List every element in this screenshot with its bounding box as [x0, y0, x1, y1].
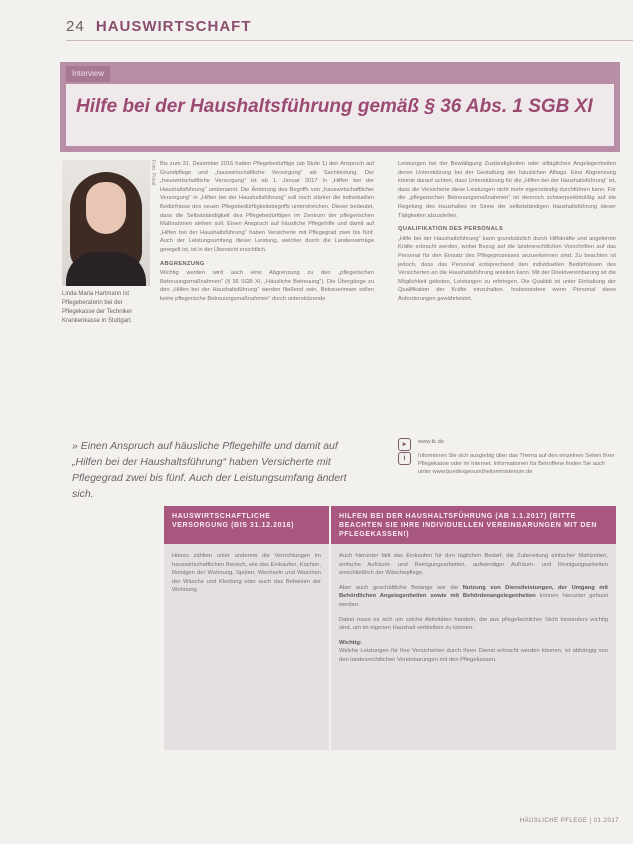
info-icon: i — [398, 452, 411, 465]
author-photo — [62, 160, 150, 286]
info-row-note — [398, 452, 616, 476]
table-cell-text: Auch hierunter fällt das Einkaufen für den täglichen Bedarf, die Zubereitung einfacher Mahlzeiten, einfache Aufräum- und Reinigungsarbeiten, aufwendiger Aufräum- und Reinigungsarbeiten einschließlich der Wäschepflege. — [339, 553, 608, 577]
table-header-right: HILFEN BEI DER HAUSHALTSFÜHRUNG (AB 1.1.2017) (BITTE BEACHTEN SIE IHRE INDIVIDUELLEN VEREINBARUNGEN MIT DEN PFLEGEKASSEN!) — [331, 506, 616, 544]
title-panel — [66, 84, 614, 146]
table-cell-left — [164, 548, 329, 605]
table-important-label — [339, 639, 608, 648]
category-tag: Interview — [66, 66, 110, 82]
running-header — [66, 18, 252, 35]
table-cell-text: Dabei muss es sich um solche Aktivitäten handeln, die aus pflegefachlicher Sicht besonders wichtig sind, um im eigenen Haushalt verbleiben zu können. — [339, 616, 608, 632]
photo-credit: Foto: Privat — [150, 160, 156, 186]
subheading-qualifikation: QUALIFIKATION DES PERSONALS — [398, 226, 504, 233]
text-run: können hierunter gefasst werden. — [339, 593, 608, 608]
page-footer: HÄUSLICHE PFLEGE | 01.2017 — [519, 818, 619, 824]
important-label: Wichtig: — [339, 639, 362, 646]
comparison-table — [164, 506, 616, 750]
table-header-left: HAUSWIRTSCHAFTLICHE VERSORGUNG (BIS 31.12.2016) — [164, 506, 329, 544]
body-paragraph: Bis zum 31. Dezember 2016 hatten Pflegebedürftige (ab Stufe 1) den Anspruch auf Grundpflege und „hauswirtschaftliche Versorgung“ als Sachleistung. Der „hauswirtschaftliche Versorgung“ ist ab 1. Januar 2017 in „Hilfen bei der Haushaltsführung“ umbenannt. Die Änderung des Begriffs von „hauswirtschaftlicher Versorgung“ in „Hilfen bei der Haushaltsführung“ soll noch stärker die individuellen Bedürfnisse des neuen Pflegebedürftigkeitsbegriffs unterstreichen. Dieser bedeutet, dass die Selbstständigkeit des Pflegebedürftigen im Zentrum der pflegerischen Maßnahmen stehen soll. Einen Anspruch auf häusliche Pflegehilfe und damit auf „Hilfen bei der Haushaltsführung“ haben Versicherte mit Pflegegrad zwei bis fünf. Auch der Leistungsumfang dieser Leistung, welcher durch die Landesverträge geregelt ist, ist in der Übersicht ersichtlich. — [160, 161, 374, 253]
table-cell-text: Welche Leistungen für Ihre Versicherten durch Ihren Dienst erbracht werden können, ist abhängig von den landesrechtlichen Vereinbarungen mit den Pflegekassen. — [339, 648, 608, 663]
page-number: 24 — [66, 18, 85, 35]
body-column-1 — [160, 160, 374, 309]
table-cell-right — [331, 548, 616, 675]
subheading-abgrenzung: ABGRENZUNG — [160, 260, 205, 267]
pull-quote: » Einen Anspruch auf häusliche Pflegehilfe und damit auf „Hilfen bei der Haushaltsführung“ haben Versicherte mit Pflegegrad zwei bis fünf. Auch der Leistungsumfang ändert sich. — [72, 440, 347, 500]
photo-body — [66, 252, 146, 286]
info-link[interactable]: www.tk.de — [418, 439, 444, 445]
photo-caption: Linda Maria Hartmann ist Pflegeberaterin bei der Pflegekasse der Techniker Krankenkasse in Stuttgart. — [62, 291, 133, 324]
body-paragraph: Wichtig werden wird auch eine Abgrenzung zu den „pflegerischen Betreuungsmaßnahmen“ (§ 36 SGB XI, „Häusliche Betreuung“). Die Übergänge zu den „Hilfen bei der Haushaltsführung“ werden fließend sein. Betreuerinnen sollen keine pflegerische Betreuungsmaßnahmen“ durch unterstützende — [160, 270, 374, 302]
section-title: HAUSWIRTSCHAFT — [95, 18, 252, 35]
text-run: Aber auch geschäftliche Belange wie die — [339, 584, 463, 591]
body-column-2 — [398, 160, 616, 309]
bold-run: Nutzung von Dienstleistungen, der Umgang mit Behördlichen Angelegenheiten sowie mit Behördenangelegenheiten — [339, 584, 608, 600]
web-icon: ▸ — [398, 438, 411, 451]
table-cell-text-mixed — [339, 584, 608, 610]
body-paragraph: „Hilfe bei der Haushaltsführung“ kann grundsätzlich durch Hilfskräfte und angelernte Kräfte erbracht werden, wobei Bezug auf die landesrechtlichen Vorschriften auf das Personal für den Einsatz des Pflegeprozesses anzuerkennen sind. Zu beachten ist jedoch, dass das Personal entsprechend den individuellen Bedürfnissen des Versicherten an die Haushaltsführung anleiten kann. Mit der Direktvereinbarung ist die Möglichkeit geboten, Leistungen zu erbringen. Die Qualität ist unter Einhaltung der Qualifikation der Kräfte einzuhalten. Insbesondere wenn Personal diese Anforderungen gewährleistet. — [398, 235, 616, 302]
info-row-web — [398, 438, 616, 446]
info-text: Informieren Sie sich ausgiebig über das Thema auf den einzelnen Seiten Ihrer Pflegekasse oder im Internet. Informationen für Betroffene finden Sie auch unter www.bundesgesundheitsministerium.de — [418, 453, 615, 475]
photo-face — [86, 182, 126, 234]
article-title: Hilfe bei der Haushaltsführung gemäß § 36 Abs. 1 SGB XI — [76, 96, 593, 117]
table-cell-text: Hierzu zählten unter anderem die Verrichtungen im hauswirtschaftlichen Bereich, wie das Einkaufen, Kochen, Reinigen der Wohnung, Spülen, Wechseln und Waschen der Wäsche und Kleidung oder auch das Beheizen der Wohnung. — [172, 553, 321, 594]
info-box — [398, 438, 616, 482]
header-rule — [66, 40, 633, 41]
title-band — [60, 62, 620, 152]
body-paragraph: Leistungen bei der Bewältigung Zuständigkeiten oder alltäglichen Angelegenheiten deren Unterstützung bei der Gestaltung der häuslichen Alltags. Eine Abgrenzung könnte darauf achten, dass Unterstützung für die „Hilfen bei der Haushaltsführung“ ist, dass die Versicherte diese Leistungen nicht mehr eigenständig durchführen kann. Für die „pflegerischen Betreuungsmaßnahmen“ ist dennoch schwerpunktmäßig auf die Regelung des Haushaltes im Sinne der selbstständigen Haushaltsführung dieser Tätigkeiten abzustellen. — [398, 161, 616, 219]
